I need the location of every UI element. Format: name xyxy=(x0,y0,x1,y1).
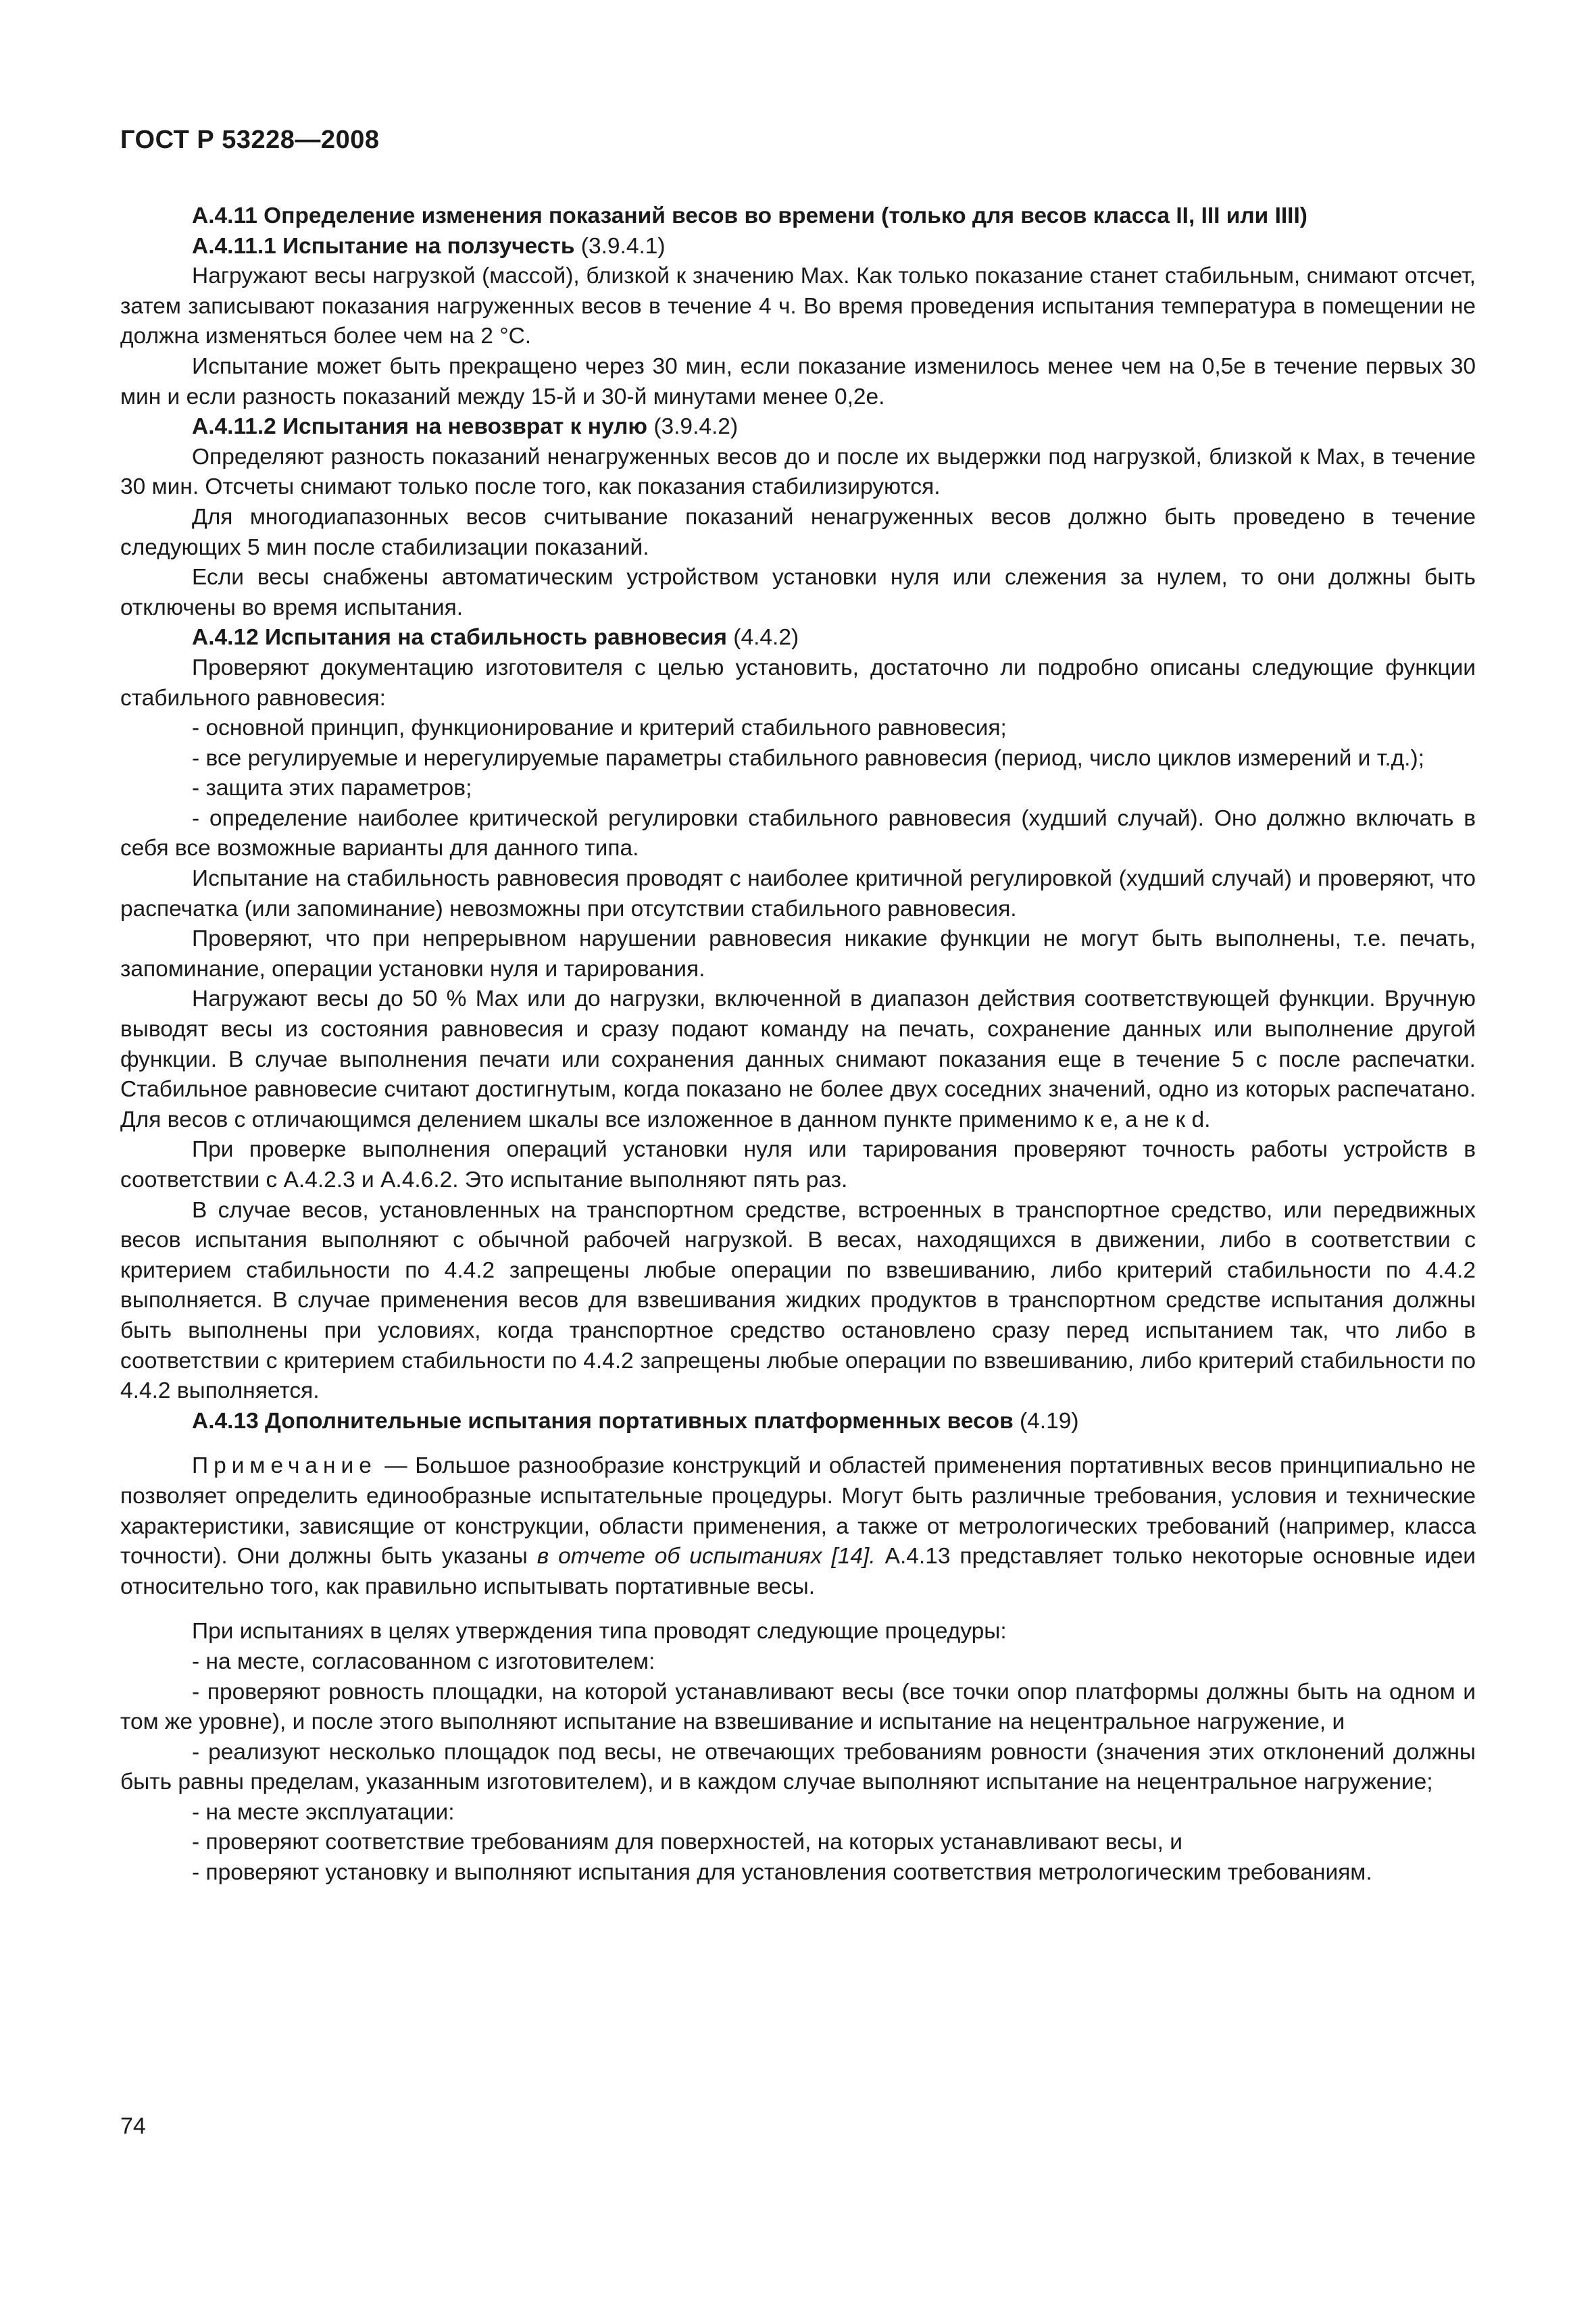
section-heading-a4-12: А.4.12 Испытания на стабильность равновесия (4.4.2) xyxy=(192,625,799,651)
section-heading-a4-11-1: А.4.11.1 Испытание на ползучесть (3.9.4.1) xyxy=(192,233,666,259)
list-item: - защита этих параметров; xyxy=(192,776,472,801)
paragraph: Испытание может быть прекращено через 30 мин, если показание изменилось менее чем на 0,5е в течение первых 30 мин и если разность показаний между 15-й и 30-й минутами менее 0,2е. xyxy=(120,353,1476,409)
page-number: 74 xyxy=(120,2113,146,2139)
document-body xyxy=(120,201,1476,1888)
paragraph: Проверяют документацию изготовителя с целью установить, достаточно ли подробно описаны следующие функции стабильного равновесия: xyxy=(120,655,1476,711)
list-item: - на месте эксплуатации: xyxy=(192,1799,455,1825)
section-heading-a4-11-2: А.4.11.2 Испытания на невозврат к нулю (3.9.4.2) xyxy=(192,414,739,440)
list-item: - проверяют соответствие требованиям для поверхностей, на которых устанавливают весы, и xyxy=(192,1830,1182,1855)
paragraph: Для многодиапазонных весов считывание показаний ненагруженных весов должно быть проведено в течение следующих 5 мин после стабилизации показаний. xyxy=(120,504,1476,560)
section-heading-a4-13: А.4.13 Дополнительные испытания портативных платформенных весов (4.19) xyxy=(192,1408,1079,1434)
paragraph: Если весы снабжены автоматическим устройством установки нуля или слежения за нулем, то они должны быть отключены во время испытания. xyxy=(120,565,1476,620)
paragraph: При испытаниях в целях утверждения типа проводят следующие процедуры: xyxy=(192,1619,1007,1644)
paragraph: Испытание на стабильность равновесия проводят с наиболее критичной регулировкой (худший случай) и проверяют, что распечатка (или запоминание) невозможны при отсутствии стабильного равновесия. xyxy=(120,866,1476,922)
list-item: - на месте, согласованном с изготовителем: xyxy=(192,1649,655,1674)
document-code-header: ГОСТ Р 53228—2008 xyxy=(120,126,380,154)
paragraph: При проверке выполнения операций установки нуля или тарирования проверяют точность работы устройств в соответствии с А.4.2.3 и А.4.6.2. Это испытание выполняют пять раз. xyxy=(120,1137,1476,1192)
list-item: - определение наиболее критической регулировки стабильного равновесия (худший случай). Оно должно включать в себя все возможные варианты для данного типа. xyxy=(120,805,1476,861)
list-item: - проверяют ровность площадки, на которой устанавливают весы (все точки опор платформы должны быть на одном и том же уровне), и после этого выполняют испытание на взвешивание и испытание на нецентральное нагружение, и xyxy=(120,1679,1476,1735)
paragraph: Нагружают весы до 50 % Max или до нагрузки, включенной в диапазон действия соответствующей функции. Вручную выводят весы из состояния равновесия и сразу подают команду на печать, сохранение данных или выполнение другой функции. В случае выполнения печати или сохранения данных снимают показания еще в течение 5 с после распечатки. Стабильное равновесие считают достигнутым, когда показано не более двух соседних значений, одно из которых распечатано. Для весов с отличающимся делением шкалы все изложенное в данном пункте применимо к е, а не к d. xyxy=(120,986,1476,1132)
paragraph: Определяют разность показаний ненагруженных весов до и после их выдержки под нагрузкой, близкой к Max, в течение 30 мин. Отсчеты снимают только после того, как показания стабилизируются. xyxy=(120,444,1476,500)
note-label: Примечание xyxy=(192,1453,377,1479)
list-item: - основной принцип, функционирование и критерий стабильного равновесия; xyxy=(192,715,1007,741)
list-item: - реализуют несколько площадок под весы, не отвечающих требованиям ровности (значения этих отклонений должны быть равны пределам, указанным изготовителем), и в каждом случае выполняют испытание на нецентральное нагружение; xyxy=(120,1739,1476,1795)
note-paragraph: Примечание — Большое разнообразие конструкций и областей применения портативных весов принципиально не позволяет определить единообразные испытательные процедуры. Могут быть различные требования, условия и технические характеристики, зависящие от конструкции, области применения, а также от метрологических требований (например, класса точности). Они должны быть указаны в отчете об испытаниях [14]. А.4.13 представляет только некоторые основные идеи относительно того, как правильно испытывать портативные весы. xyxy=(120,1453,1476,1599)
paragraph: Проверяют, что при непрерывном нарушении равновесия никакие функции не могут быть выполнены, т.е. печать, запоминание, операции установки нуля и тарирования. xyxy=(120,926,1476,982)
note-reference: в отчете об испытаниях [14]. xyxy=(537,1544,876,1569)
list-item: - проверяют установку и выполняют испытания для установления соответствия метрологическим требованиям. xyxy=(192,1860,1372,1886)
paragraph: Нагружают весы нагрузкой (массой), близкой к значению Max. Как только показание станет стабильным, снимают отсчет, затем записывают показания нагруженных весов в течение 4 ч. Во время проведения испытания температура в помещении не должна изменяться более чем на 2 °С. xyxy=(120,263,1476,349)
section-heading-a4-11: А.4.11 Определение изменения показаний весов во времени (только для весов класса II, III или IIII) xyxy=(192,203,1307,228)
paragraph: В случае весов, установленных на транспортном средстве, встроенных в транспортное средство, или передвижных весов испытания выполняют с обычной рабочей нагрузкой. В весах, находящихся в движении, либо в соответствии с критерием стабильности по 4.4.2 запрещены любые операции по взвешиванию, либо критерий стабильности по 4.4.2 выполняется. В случае применения весов для взвешивания жидких продуктов в транспортном средстве испытания должны быть выполнены при условиях, когда транспортное средство остановлено сразу перед испытанием так, что либо в соответствии с критерием стабильности по 4.4.2 запрещены любые операции по взвешиванию, либо критерий стабильности по 4.4.2 выполняется. xyxy=(120,1197,1476,1404)
list-item: - все регулируемые и нерегулируемые параметры стабильного равновесия (период, число циклов измерений и т.д.); xyxy=(192,745,1424,771)
